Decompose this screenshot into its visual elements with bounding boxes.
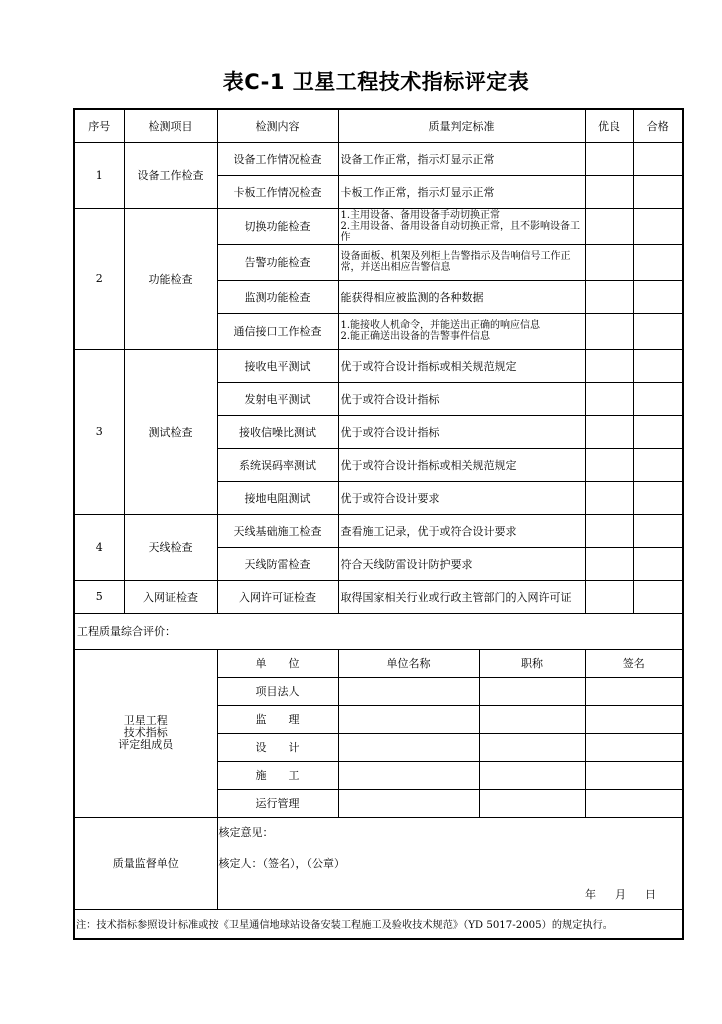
check-content: 接地电阻测试 [217, 481, 338, 514]
unit-name-cell[interactable] [338, 733, 479, 761]
unit-name-cell[interactable] [338, 761, 479, 789]
panel-head-unit-name: 单位名称 [338, 649, 479, 677]
panel-role: 设 计 [217, 733, 338, 761]
panel-head-unit: 单 位 [217, 649, 338, 677]
excellent-cell[interactable] [585, 349, 633, 382]
excellent-cell[interactable] [585, 415, 633, 448]
check-standard: 优于或符合设计指标或相关规范规定 [338, 349, 585, 382]
supervision-row [74, 817, 683, 909]
excellent-cell[interactable] [585, 382, 633, 415]
header-row [74, 109, 683, 142]
qualified-cell[interactable] [633, 514, 683, 547]
excellent-cell[interactable] [585, 280, 633, 313]
panel-role: 施 工 [217, 761, 338, 789]
excellent-cell[interactable] [585, 142, 633, 175]
qualified-cell[interactable] [633, 580, 683, 613]
group-item: 设备工作检查 [124, 142, 217, 208]
qualified-cell[interactable] [633, 481, 683, 514]
supervision-date: 年 月 日 [585, 887, 660, 901]
panel-head-sign: 签名 [585, 649, 683, 677]
table-row [74, 349, 683, 382]
check-standard: 1.能接收人机命令，并能送出正确的响应信息 2.能正确送出设备的告警事件信息 [338, 313, 585, 349]
group-no: 3 [74, 349, 124, 514]
check-content: 告警功能检查 [217, 244, 338, 280]
header-qualified: 合格 [633, 109, 683, 142]
sign-cell[interactable] [585, 761, 683, 789]
title-cell[interactable] [479, 761, 585, 789]
footnote: 注：技术指标参照设计标准或按《卫星通信地球站设备安装工程施工及验收技术规范》（YD 5017-2005）的规定执行。 [74, 909, 683, 939]
check-standard: 符合天线防雷设计防护要求 [338, 547, 585, 580]
title-cell[interactable] [479, 705, 585, 733]
check-standard: 查看施工记录，优于或符合设计要求 [338, 514, 585, 547]
group-no: 1 [74, 142, 124, 208]
title-cell[interactable] [479, 789, 585, 817]
check-standard: 设备面板、机架及列柜上告警指示及告响信号工作正常，并送出相应告警信息 [338, 244, 585, 280]
excellent-cell[interactable] [585, 208, 633, 244]
qualified-cell[interactable] [633, 280, 683, 313]
qualified-cell[interactable] [633, 208, 683, 244]
table-row [74, 142, 683, 175]
page-title: 表C-1 卫星工程技术指标评定表 [222, 70, 530, 94]
header-excellent: 优良 [585, 109, 633, 142]
qualified-cell[interactable] [633, 448, 683, 481]
check-standard: 优于或符合设计指标 [338, 382, 585, 415]
check-standard: 取得国家相关行业或行政主管部门的入网许可证 [338, 580, 585, 613]
table-row [74, 580, 683, 613]
qualified-cell[interactable] [633, 547, 683, 580]
qualified-cell[interactable] [633, 349, 683, 382]
check-content: 通信接口工作检查 [217, 313, 338, 349]
group-no: 4 [74, 514, 124, 580]
excellent-cell[interactable] [585, 313, 633, 349]
header-content: 检测内容 [217, 109, 338, 142]
check-standard: 设备工作正常，指示灯显示正常 [338, 142, 585, 175]
check-standard: 1.主用设备、备用设备手动切换正常 2.主用设备、备用设备自动切换正常，且不影响设备工作 [338, 208, 585, 244]
check-standard: 优于或符合设计要求 [338, 481, 585, 514]
note-row [74, 909, 683, 939]
sign-cell[interactable] [585, 733, 683, 761]
evaluation-table [73, 108, 684, 940]
excellent-cell[interactable] [585, 448, 633, 481]
excellent-cell[interactable] [585, 514, 633, 547]
table-row [74, 514, 683, 547]
header-standard: 质量判定标准 [338, 109, 585, 142]
excellent-cell[interactable] [585, 175, 633, 208]
supervision-opinion-cell[interactable] [217, 817, 683, 909]
panel-header-row [74, 649, 683, 677]
supervision-checker: 核定人：（签名），（公章） [218, 856, 345, 870]
header-no: 序号 [74, 109, 124, 142]
check-standard: 优于或符合设计指标 [338, 415, 585, 448]
group-item: 入网证检查 [124, 580, 217, 613]
qualified-cell[interactable] [633, 175, 683, 208]
sign-cell[interactable] [585, 705, 683, 733]
check-content: 发射电平测试 [217, 382, 338, 415]
check-standard: 优于或符合设计指标或相关规范规定 [338, 448, 585, 481]
excellent-cell[interactable] [585, 547, 633, 580]
title-cell[interactable] [479, 733, 585, 761]
check-standard: 能获得相应被监测的各种数据 [338, 280, 585, 313]
check-content: 卡板工作情况检查 [217, 175, 338, 208]
supervision-opinion: 核定意见： [218, 825, 274, 839]
check-content: 系统误码率测试 [217, 448, 338, 481]
panel-label: 卫星工程 技术指标 评定组成员 [74, 649, 217, 817]
group-no: 2 [74, 208, 124, 349]
header-item: 检测项目 [124, 109, 217, 142]
qualified-cell[interactable] [633, 142, 683, 175]
sign-cell[interactable] [585, 677, 683, 705]
panel-role: 项目法人 [217, 677, 338, 705]
supervision-label: 质量监督单位 [74, 817, 217, 909]
table-row [74, 208, 683, 244]
excellent-cell[interactable] [585, 481, 633, 514]
check-content: 天线基础施工检查 [217, 514, 338, 547]
excellent-cell[interactable] [585, 580, 633, 613]
check-content: 切换功能检查 [217, 208, 338, 244]
overall-row [74, 613, 683, 649]
group-item: 功能检查 [124, 208, 217, 349]
check-content: 入网许可证检查 [217, 580, 338, 613]
check-standard: 卡板工作正常，指示灯显示正常 [338, 175, 585, 208]
panel-role: 运行管理 [217, 789, 338, 817]
unit-name-cell[interactable] [338, 677, 479, 705]
title-cell[interactable] [479, 677, 585, 705]
qualified-cell[interactable] [633, 244, 683, 280]
qualified-cell[interactable] [633, 382, 683, 415]
check-content: 接收信噪比测试 [217, 415, 338, 448]
check-content: 设备工作情况检查 [217, 142, 338, 175]
check-content: 监测功能检查 [217, 280, 338, 313]
unit-name-cell[interactable] [338, 789, 479, 817]
sign-cell[interactable] [585, 789, 683, 817]
group-item: 天线检查 [124, 514, 217, 580]
panel-role: 监 理 [217, 705, 338, 733]
qualified-cell[interactable] [633, 313, 683, 349]
check-content: 接收电平测试 [217, 349, 338, 382]
group-item: 测试检查 [124, 349, 217, 514]
qualified-cell[interactable] [633, 415, 683, 448]
group-no: 5 [74, 580, 124, 613]
unit-name-cell[interactable] [338, 705, 479, 733]
overall-evaluation[interactable]: 工程质量综合评价： [74, 613, 683, 649]
check-content: 天线防雷检查 [217, 547, 338, 580]
panel-head-title: 职称 [479, 649, 585, 677]
excellent-cell[interactable] [585, 244, 633, 280]
